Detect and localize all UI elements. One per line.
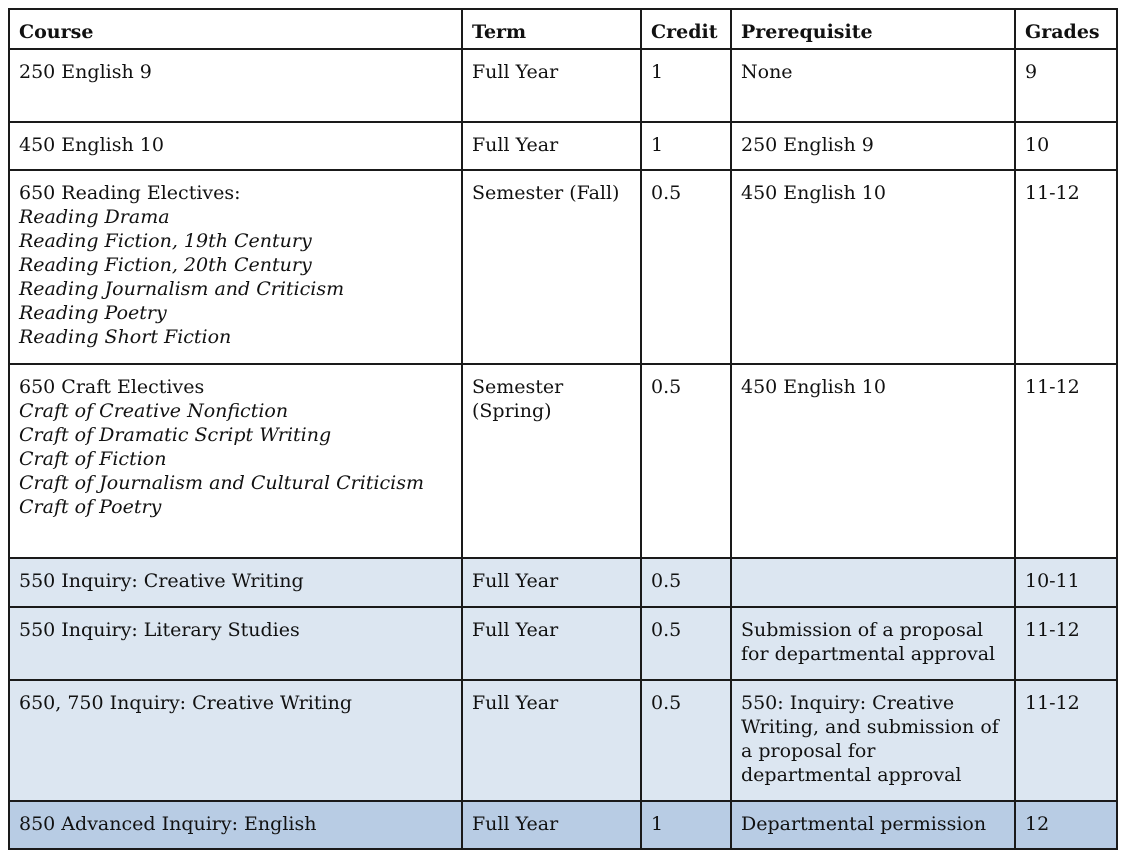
course-cell [9,364,462,558]
course-name: 850 Advanced Inquiry: English [19,813,317,835]
elective-item: Reading Fiction, 20th Century [19,254,312,276]
course-cell [9,680,462,801]
grades-cell: 10 [1015,122,1117,170]
term-cell: Full Year [462,558,641,607]
term-cell: Full Year [462,49,641,122]
credit-cell: 1 [641,801,731,849]
elective-item: Craft of Fiction [19,448,167,470]
table-header-row [9,9,1117,49]
grades-cell: 11-12 [1015,170,1117,364]
course-name: 650, 750 Inquiry: Creative Writing [19,692,352,714]
header-grades: Grades [1015,9,1117,49]
prereq-cell: 450 English 10 [731,170,1015,364]
elective-item: Craft of Creative Nonfiction [19,400,289,422]
elective-item: Reading Poetry [19,302,167,324]
credit-cell: 0.5 [641,680,731,801]
credit-cell: 0.5 [641,170,731,364]
term-cell: Semester (Fall) [462,170,641,364]
table-row [9,170,1117,364]
elective-item: Reading Journalism and Criticism [19,278,345,300]
grades-cell: 11-12 [1015,607,1117,680]
course-name: 250 English 9 [19,61,152,83]
elective-item: Reading Drama [19,206,170,228]
term-cell: Semester (Spring) [462,364,641,558]
course-table-wrapper [8,8,1118,850]
credit-cell: 0.5 [641,364,731,558]
credit-cell: 0.5 [641,558,731,607]
prereq-cell: 450 English 10 [731,364,1015,558]
course-name: 550 Inquiry: Creative Writing [19,570,304,592]
prereq-cell: Departmental permission [731,801,1015,849]
header-prerequisite: Prerequisite [731,9,1015,49]
elective-item: Craft of Dramatic Script Writing [19,424,332,446]
grades-cell: 10-11 [1015,558,1117,607]
course-cell [9,49,462,122]
table-row [9,801,1117,849]
course-cell [9,170,462,364]
prereq-cell [731,558,1015,607]
course-name: 650 Craft Electives [19,376,205,398]
elective-item: Reading Short Fiction [19,326,232,348]
term-cell: Full Year [462,122,641,170]
prereq-cell: None [731,49,1015,122]
credit-cell: 1 [641,49,731,122]
elective-item: Craft of Journalism and Cultural Criticism [19,472,424,494]
term-cell: Full Year [462,801,641,849]
prereq-cell: 550: Inquiry: Creative Writing, and submission of a proposal for departmental approval [731,680,1015,801]
credit-cell: 1 [641,122,731,170]
term-cell: Full Year [462,607,641,680]
prereq-cell: 250 English 9 [731,122,1015,170]
prereq-cell: Submission of a proposal for departmental approval [731,607,1015,680]
table-row [9,49,1117,122]
table-row [9,607,1117,680]
table-row [9,680,1117,801]
header-term: Term [462,9,641,49]
header-course: Course [9,9,462,49]
course-cell [9,558,462,607]
credit-cell: 0.5 [641,607,731,680]
grades-cell: 12 [1015,801,1117,849]
elective-item: Craft of Poetry [19,496,162,518]
grades-cell: 11-12 [1015,680,1117,801]
table-row [9,122,1117,170]
elective-item: Reading Fiction, 19th Century [19,230,312,252]
grades-cell: 9 [1015,49,1117,122]
table-row [9,558,1117,607]
course-name: 550 Inquiry: Literary Studies [19,619,300,641]
course-cell [9,607,462,680]
course-cell [9,122,462,170]
course-name: 650 Reading Electives: [19,182,241,204]
table-row [9,364,1117,558]
course-name: 450 English 10 [19,134,164,156]
grades-cell: 11-12 [1015,364,1117,558]
term-cell: Full Year [462,680,641,801]
header-credit: Credit [641,9,731,49]
course-cell [9,801,462,849]
course-table [8,8,1118,850]
